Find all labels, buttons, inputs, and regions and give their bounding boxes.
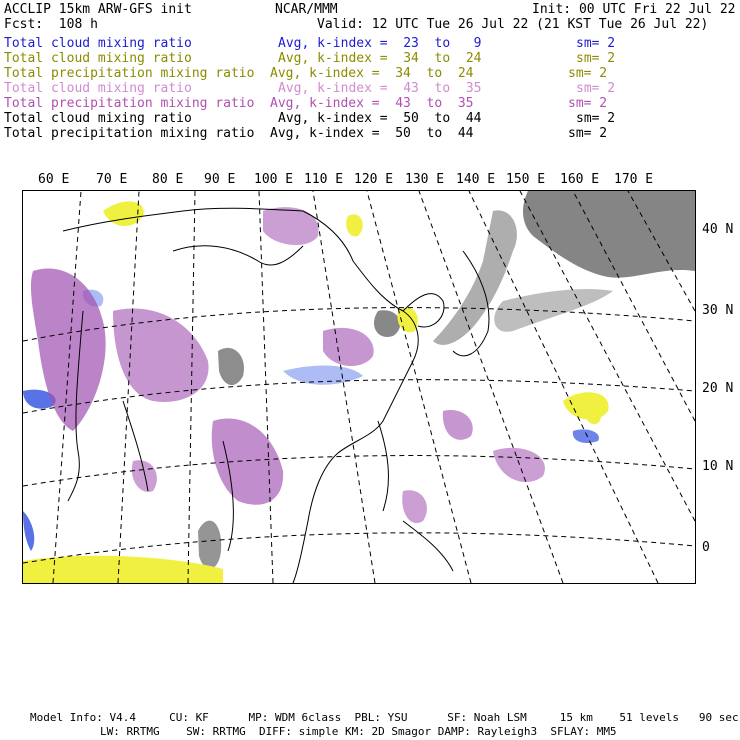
mid-cloud-patch — [563, 392, 609, 419]
high-cloud-cluster — [132, 460, 157, 492]
legend-sm: sm= 2 — [576, 111, 616, 126]
upper-cloud-field — [523, 191, 695, 278]
high-cloud-cluster — [443, 410, 473, 440]
legend-sm: sm= 2 — [576, 51, 616, 66]
legend-sm: sm= 2 — [576, 36, 616, 51]
init-time: Init: 00 UTC Fri 22 Jul 22 — [532, 2, 736, 17]
high-cloud-cluster — [493, 448, 545, 482]
low-cloud-patch — [573, 429, 599, 443]
lon-label: 80 E — [152, 172, 184, 187]
legend-field: Total precipitation mixing ratio — [4, 126, 255, 141]
mid-cloud-patch — [397, 308, 417, 333]
legend-avg: Avg, k-index = 34 to 24 — [270, 66, 474, 81]
legend-avg: Avg, k-index = 50 to 44 — [270, 126, 474, 141]
lon-label: 150 E — [506, 172, 546, 187]
legend-avg: Avg, k-index = 43 to 35 — [270, 96, 474, 111]
legend-field: Total precipitation mixing ratio — [4, 66, 255, 81]
valid-time: Valid: 12 UTC Tue 26 Jul 22 (21 KST Tue 26 Jul 22) — [317, 17, 709, 32]
lon-label: 110 E — [304, 172, 344, 187]
low-cloud-patch — [23, 511, 34, 551]
legend-field: Total cloud mixing ratio — [4, 51, 192, 66]
high-cloud-cluster — [263, 207, 319, 245]
lat-label: 20 N — [702, 381, 734, 396]
lon-label: 130 E — [405, 172, 445, 187]
high-cloud-cluster — [323, 328, 374, 366]
legend-field: Total precipitation mixing ratio — [4, 96, 255, 111]
upper-cloud-field — [494, 289, 613, 332]
footer-physics-info: LW: RRTMG SW: RRTMG DIFF: simple KM: 2D Smagor DAMP: Rayleigh3 SFLAY: MM5 — [100, 725, 617, 738]
lon-label: 170 E — [614, 172, 654, 187]
legend-avg: Avg, k-index = 23 to 9 — [278, 36, 482, 51]
legend-field: Total cloud mixing ratio — [4, 111, 192, 126]
lon-label: 160 E — [560, 172, 600, 187]
legend-avg: Avg, k-index = 34 to 24 — [278, 51, 482, 66]
lon-label: 140 E — [456, 172, 496, 187]
upper-cloud-field — [218, 348, 244, 385]
upper-cloud-field — [198, 521, 221, 569]
high-cloud-cluster — [212, 418, 283, 504]
lat-label: 30 N — [702, 303, 734, 318]
map-canvas — [23, 191, 695, 583]
mid-cloud-patch — [346, 214, 363, 236]
high-cloud-cluster — [113, 308, 209, 401]
map-panel — [22, 190, 696, 584]
legend-sm: sm= 2 — [568, 96, 608, 111]
legend-sm: sm= 2 — [568, 66, 608, 81]
lon-label: 70 E — [96, 172, 128, 187]
lon-label: 90 E — [204, 172, 236, 187]
legend-sm: sm= 2 — [576, 81, 616, 96]
forecast-hour: Fcst: 108 h — [4, 17, 98, 32]
coastlines — [63, 208, 489, 583]
model-title: ACCLIP 15km ARW-GFS init — [4, 2, 192, 17]
lon-label: 60 E — [38, 172, 70, 187]
high-cloud-cluster — [402, 490, 427, 523]
lat-label: 0 — [702, 540, 710, 555]
org-label: NCAR/MMM — [275, 2, 338, 17]
legend-sm: sm= 2 — [568, 126, 608, 141]
lon-label: 120 E — [354, 172, 394, 187]
lon-label: 100 E — [254, 172, 294, 187]
upper-cloud-field — [374, 310, 400, 337]
lat-label: 40 N — [702, 222, 734, 237]
legend-field: Total cloud mixing ratio — [4, 36, 192, 51]
legend-avg: Avg, k-index = 43 to 35 — [278, 81, 482, 96]
lat-label: 10 N — [702, 459, 734, 474]
low-cloud-patch — [283, 366, 363, 385]
footer-model-info: Model Info: V4.4 CU: KF MP: WDM 6class PBL: YSU SF: Noah LSM 15 km 51 levels 90 sec — [30, 711, 739, 724]
legend-avg: Avg, k-index = 50 to 44 — [278, 111, 482, 126]
legend-field: Total cloud mixing ratio — [4, 81, 192, 96]
